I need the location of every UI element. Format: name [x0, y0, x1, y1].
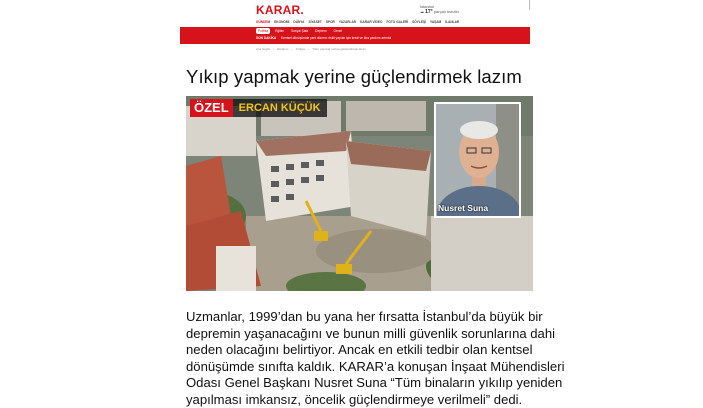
subnav-item-egitim[interactable]: Eğitim: [275, 29, 285, 33]
nav-item-yasam[interactable]: YAŞAM: [430, 20, 442, 24]
article-title: Yıkıp yapmak yerine güçlendirmek lazım: [186, 66, 522, 87]
breadcrumb-item[interactable]: Gündem: [276, 47, 289, 51]
badge-label: ÖZEL: [190, 99, 233, 117]
red-subnav-bar: [180, 27, 530, 44]
portrait-caption: Nusret Suna: [438, 203, 489, 213]
breaking-news-ticker[interactable]: [256, 36, 391, 40]
portrait-inset: [434, 102, 521, 218]
nav-item-soylesi[interactable]: SÖYLEŞİ: [412, 20, 426, 24]
ticker-label: SON DAKİKA: [256, 36, 277, 40]
weather-temp: 17°: [425, 9, 433, 15]
article-lead-line: depremin yaşanacağını ve bunun milli güvenlik sorunlarına dahi: [186, 325, 556, 341]
article-photo: [186, 96, 533, 291]
weather-icon: ☁: [420, 9, 424, 14]
nav-item-spor[interactable]: SPOR: [325, 20, 335, 24]
breadcrumb: Ana Sayfa › Gündem › Türkiye › Yıkıp yapmak yerine güçlendirmek lazım: [256, 47, 367, 51]
nav-item-dunya[interactable]: DÜNYA: [293, 20, 305, 24]
article-lead-line: Odası Genel Başkanı Nusret Suna “Tüm binaların yıkılıp yeniden: [186, 375, 563, 391]
nav-item-foto[interactable]: FOTO GALERİ: [386, 20, 409, 24]
main-nav: [256, 20, 460, 26]
exclusive-badge: [190, 99, 327, 117]
scrollbar[interactable]: [529, 0, 530, 10]
breadcrumb-item[interactable]: Türkiye: [295, 47, 306, 51]
site-logo[interactable]: KARAR.: [256, 3, 304, 17]
nav-item-ekonomi[interactable]: EKONOMİ: [274, 20, 290, 24]
nav-item-gundem[interactable]: GÜNDEM: [256, 20, 271, 24]
site-top-bar: [180, 0, 530, 20]
ticker-text: Kentsel dönüşümde yeni dönem: riskli yapılar için kredi ve kira yardımı artırıldı: [281, 36, 392, 40]
nav-item-ilanlar[interactable]: İLANLAR: [445, 20, 460, 24]
article-lead-line: dönüşümde sınıfta kaldık. KARAR’a konuşan İnşaat Mühendisleri: [186, 358, 565, 374]
nav-item-video[interactable]: KARAR VİDEO: [360, 20, 383, 24]
article-lead-line: Uzmanlar, 1999’dan bu yana her fırsatta İstanbul’da büyük bir: [186, 309, 543, 324]
weather-widget: [420, 4, 459, 15]
article-lead: [186, 309, 565, 408]
subnav-item-politika[interactable]: Politika: [258, 29, 269, 33]
article-lead-line: yapılması imkansız, öncelik güçlendirmeye verilmeli” dedi.: [186, 391, 523, 407]
article-lead-line: neden olacağını belirtiyor. Ancak en etkili tedbir olan kentsel: [186, 342, 533, 358]
subnav-item-sosyal[interactable]: Sosyal Şafa: [291, 29, 309, 33]
subnav: [256, 28, 344, 34]
subnav-item-deprem[interactable]: Deprem: [315, 29, 327, 33]
weather-desc: parçalı bulutlu: [433, 9, 459, 14]
breadcrumb-item: Yıkıp yapmak yerine güçlendirmek lazım: [312, 47, 367, 51]
portrait-illustration: [436, 104, 521, 218]
breadcrumb-item[interactable]: Ana Sayfa: [256, 47, 270, 51]
embedded-site-header: [180, 0, 530, 62]
subnav-item-genel[interactable]: Genel: [333, 29, 343, 33]
author-name: ERCAN KÜÇÜK: [233, 99, 327, 117]
nav-item-siyaset[interactable]: SİYASET: [308, 20, 322, 24]
nav-item-yazarlar[interactable]: YAZARLAR: [338, 20, 357, 24]
weather-city: İstanbul: [420, 4, 435, 9]
